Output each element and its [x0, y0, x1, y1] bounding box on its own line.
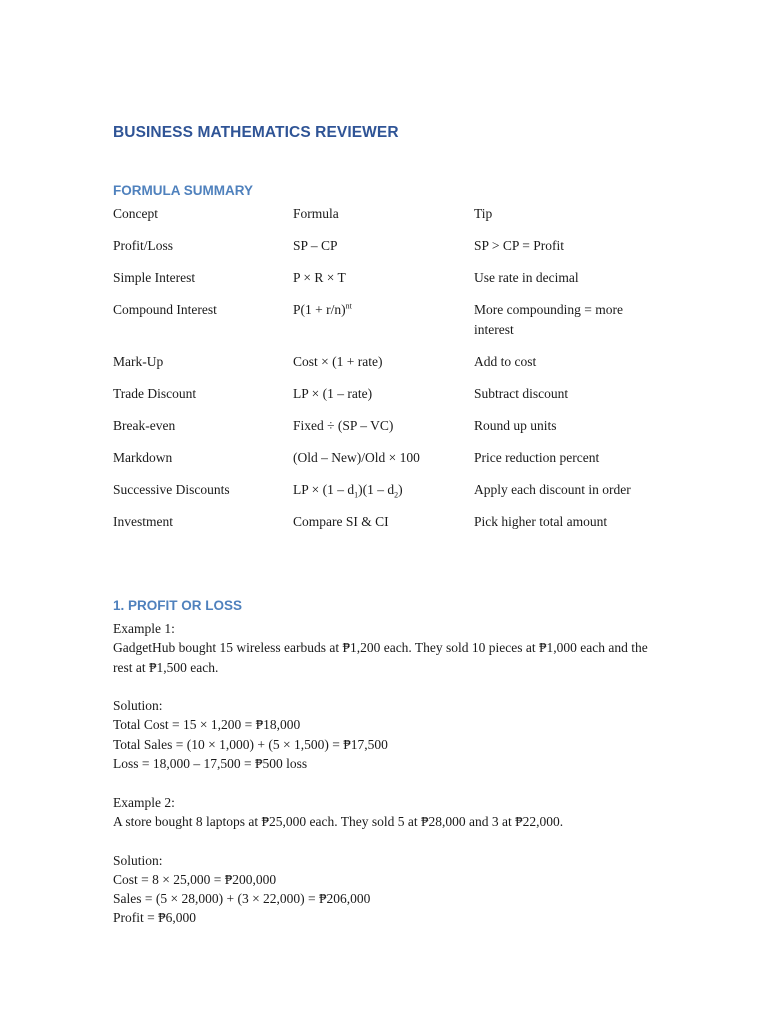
paragraph-gap [113, 773, 663, 792]
column-header-tip: Tip [474, 206, 493, 221]
solution-line: Loss = 18,000 – 17,500 = ₱500 loss [113, 756, 308, 772]
formula-cell: Cost × (1 + rate) [293, 353, 383, 369]
solution-label: Solution: [113, 852, 163, 868]
formula-summary-heading: FORMULA SUMMARY [113, 183, 253, 198]
tip-cell: Subtract discount [474, 385, 569, 401]
formula-cell [293, 480, 474, 512]
concept-cell: Simple Interest [113, 270, 196, 285]
solution-label: Solution: [113, 698, 163, 714]
tip-cell: Price reduction percent [474, 449, 600, 465]
formula-text: )(1 – d [358, 481, 395, 497]
formula-summary-table [113, 204, 649, 544]
concept-cell: Successive Discounts [113, 481, 230, 497]
table-row [113, 448, 649, 480]
profit-or-loss-examples [113, 619, 663, 928]
formula-text: P(1 + r/n) [293, 302, 346, 317]
table-row [113, 384, 649, 416]
formula-cell [293, 300, 474, 352]
solution-line: Cost = 8 × 25,000 = ₱200,000 [113, 871, 277, 887]
formula-subscript: 1 [354, 490, 359, 500]
table-row [113, 416, 649, 448]
formula-exponent: nt [345, 301, 352, 311]
column-header-formula: Formula [293, 206, 339, 221]
paragraph-gap [113, 831, 663, 850]
table-row [113, 512, 649, 544]
formula-cell: Compare SI & CI [293, 513, 389, 529]
table-row [113, 480, 649, 512]
solution-line: Sales = (5 × 28,000) + (3 × 22,000) = ₱206,000 [113, 891, 371, 907]
table-row [113, 352, 649, 384]
concept-cell: Investment [113, 513, 173, 529]
concept-cell: Markdown [113, 449, 173, 465]
table-row [113, 300, 649, 352]
concept-cell: Break-even [113, 417, 176, 433]
paragraph-gap [113, 677, 663, 696]
formula-subscript: 2 [394, 490, 399, 500]
concept-cell: Compound Interest [113, 302, 217, 317]
formula-cell: (Old – New)/Old × 100 [293, 449, 420, 465]
formula-text: LP × (1 – d [293, 481, 355, 497]
tip-cell: Pick higher total amount [474, 513, 608, 529]
tip-cell: Apply each discount in order [474, 481, 631, 497]
solution-line: Profit = ₱6,000 [113, 910, 196, 926]
tip-cell: More compounding = more interest [474, 302, 623, 337]
formula-cell: Fixed ÷ (SP – VC) [293, 417, 394, 433]
solution-line: Total Sales = (10 × 1,000) + (5 × 1,500) = ₱17,500 [113, 736, 388, 752]
tip-cell: Use rate in decimal [474, 270, 579, 285]
formula-cell: SP – CP [293, 238, 338, 253]
table-row [113, 268, 649, 300]
column-header-concept: Concept [113, 206, 158, 221]
profit-or-loss-heading: 1. PROFIT OR LOSS [113, 598, 243, 613]
formula-cell: LP × (1 – rate) [293, 385, 373, 401]
example-label: Example 1: [113, 621, 175, 636]
solution-line: Total Cost = 15 × 1,200 = ₱18,000 [113, 717, 301, 733]
table-row [113, 236, 649, 268]
table-header-row [113, 204, 649, 236]
tip-cell: SP > CP = Profit [474, 238, 565, 253]
example-problem: GadgetHub bought 15 wireless earbuds at ₱1,200 each. They sold 10 pieces at ₱1,000 each and the rest at ₱1,500 each. [113, 640, 648, 675]
tip-cell: Add to cost [474, 353, 537, 369]
formula-text: ) [398, 481, 403, 497]
formula-cell: P × R × T [293, 270, 346, 285]
tip-cell: Round up units [474, 417, 557, 433]
example-problem: A store bought 8 laptops at ₱25,000 each. They sold 5 at ₱28,000 and 3 at ₱22,000. [113, 813, 564, 829]
concept-cell: Mark-Up [113, 353, 164, 369]
concept-cell: Trade Discount [113, 385, 197, 401]
document-title: BUSINESS MATHEMATICS REVIEWER [113, 124, 399, 141]
example-label: Example 2: [113, 794, 175, 810]
concept-cell: Profit/Loss [113, 238, 174, 253]
